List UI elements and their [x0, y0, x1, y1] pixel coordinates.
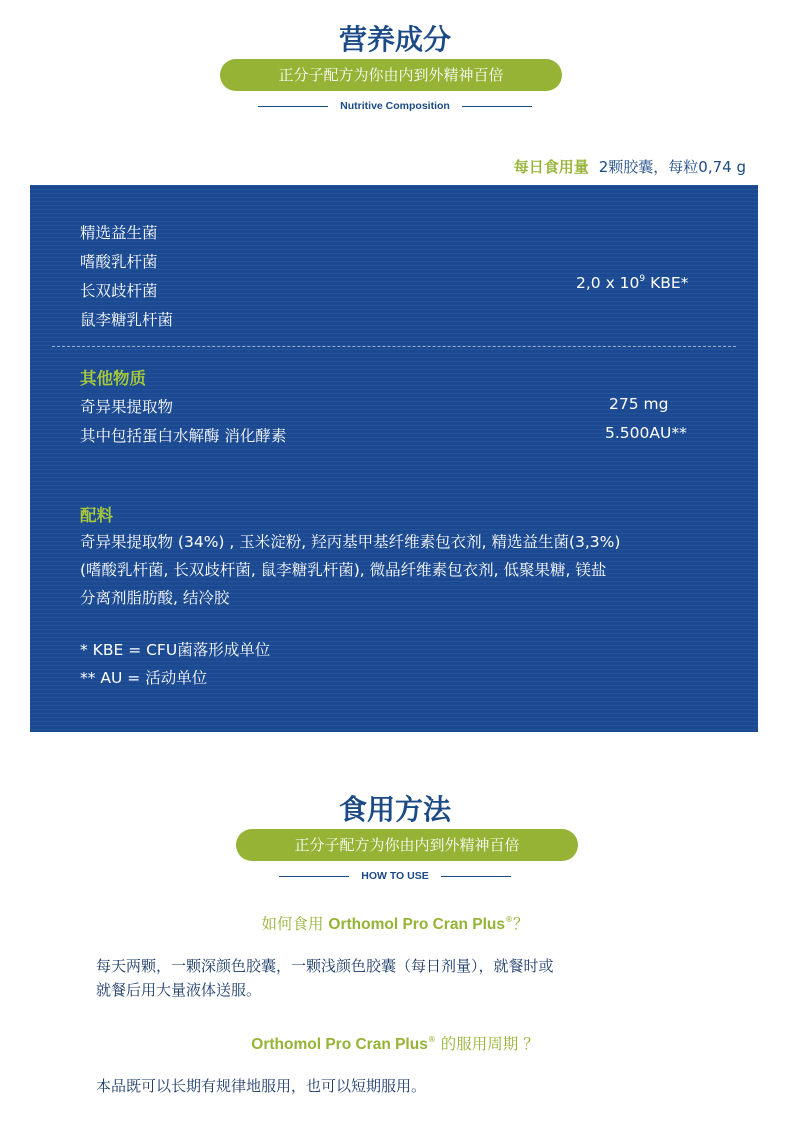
- probiotic-item: 长双歧杆菌: [80, 282, 158, 300]
- answer-line: 就餐后用大量液体送服。: [96, 981, 262, 999]
- nutrition-slogan-pill: 正分子配方为你由内到外精神百倍: [220, 59, 562, 91]
- usage-slogan-pill: 正分子配方为你由内到外精神百倍: [236, 829, 578, 861]
- other-item-amount: 275 mg: [609, 395, 669, 413]
- other-item-name: 奇异果提取物: [80, 398, 174, 416]
- daily-dose: [514, 156, 746, 177]
- probiotic-item: 嗜酸乳杆菌: [80, 253, 158, 271]
- footnote: * KBE = CFU菌落形成单位: [80, 641, 271, 659]
- daily-dose-label: 每日食用量: [513, 158, 589, 176]
- registered-mark: ®: [427, 1035, 436, 1044]
- nutrition-subtitle: Nutritive Composition: [340, 100, 450, 112]
- nutrition-subtitle-line: [0, 100, 790, 112]
- other-item-name: 其中包括蛋白水解酶 消化酵素: [80, 427, 287, 445]
- other-substances-title: 其他物质: [80, 369, 146, 388]
- probiotic-amount: [576, 274, 688, 292]
- composition-panel: [30, 185, 758, 732]
- footnote: ** AU = 活动单位: [80, 669, 208, 687]
- question-suffix: 的服用周期 ？: [435, 1035, 539, 1053]
- other-item-amount: 5.500AU**: [605, 424, 687, 442]
- daily-dose-value: 2颗胶囊，每粒0,74 g: [598, 158, 746, 176]
- answer-how-to-take: [96, 954, 554, 1002]
- question-prefix: 如何食用: [261, 915, 329, 933]
- ingredients-title: 配料: [80, 506, 113, 525]
- probiotic-amount-base: 2,0 x 10: [576, 274, 640, 292]
- usage-subtitle-line: [0, 870, 790, 882]
- usage-subtitle: HOW TO USE: [361, 870, 429, 882]
- registered-mark: ®: [504, 915, 513, 924]
- product-name: Orthomol Pro Cran Plus: [328, 916, 505, 933]
- divider-left: [258, 106, 328, 107]
- usage-title: 食用方法: [338, 793, 451, 826]
- probiotic-amount-exponent: 9: [639, 274, 646, 284]
- answer-line: 每天两颗，一颗深颜色胶囊，一颗浅颜色胶囊（每日剂量），就餐时或: [96, 957, 554, 975]
- answer-duration: 本品既可以长期有规律地服用，也可以短期服用。: [96, 1077, 427, 1095]
- ingredients-line: 奇异果提取物 (34%) , 玉米淀粉, 羟丙基甲基纤维素包衣剂, 精选益生菌(3,3%): [80, 533, 621, 551]
- question-duration: [0, 1032, 790, 1054]
- dashed-divider: [52, 346, 736, 347]
- question-how-to-take: [0, 912, 790, 934]
- divider-right: [441, 876, 511, 877]
- probiotic-amount-unit: KBE*: [650, 274, 689, 292]
- product-name: Orthomol Pro Cran Plus: [251, 1036, 428, 1053]
- probiotic-item: 鼠李糖乳杆菌: [80, 311, 174, 329]
- probiotic-item: 精选益生菌: [80, 224, 158, 242]
- divider-left: [279, 876, 349, 877]
- question-suffix: ？: [512, 915, 529, 933]
- nutrition-title: 营养成分: [338, 23, 451, 56]
- divider-right: [462, 106, 532, 107]
- ingredients-line: (嗜酸乳杆菌, 长双歧杆菌, 鼠李糖乳杆菌), 微晶纤维素包衣剂, 低聚果糖, 镁盐: [80, 561, 607, 579]
- ingredients-line: 分离剂脂肪酸, 结冷胶: [80, 589, 230, 607]
